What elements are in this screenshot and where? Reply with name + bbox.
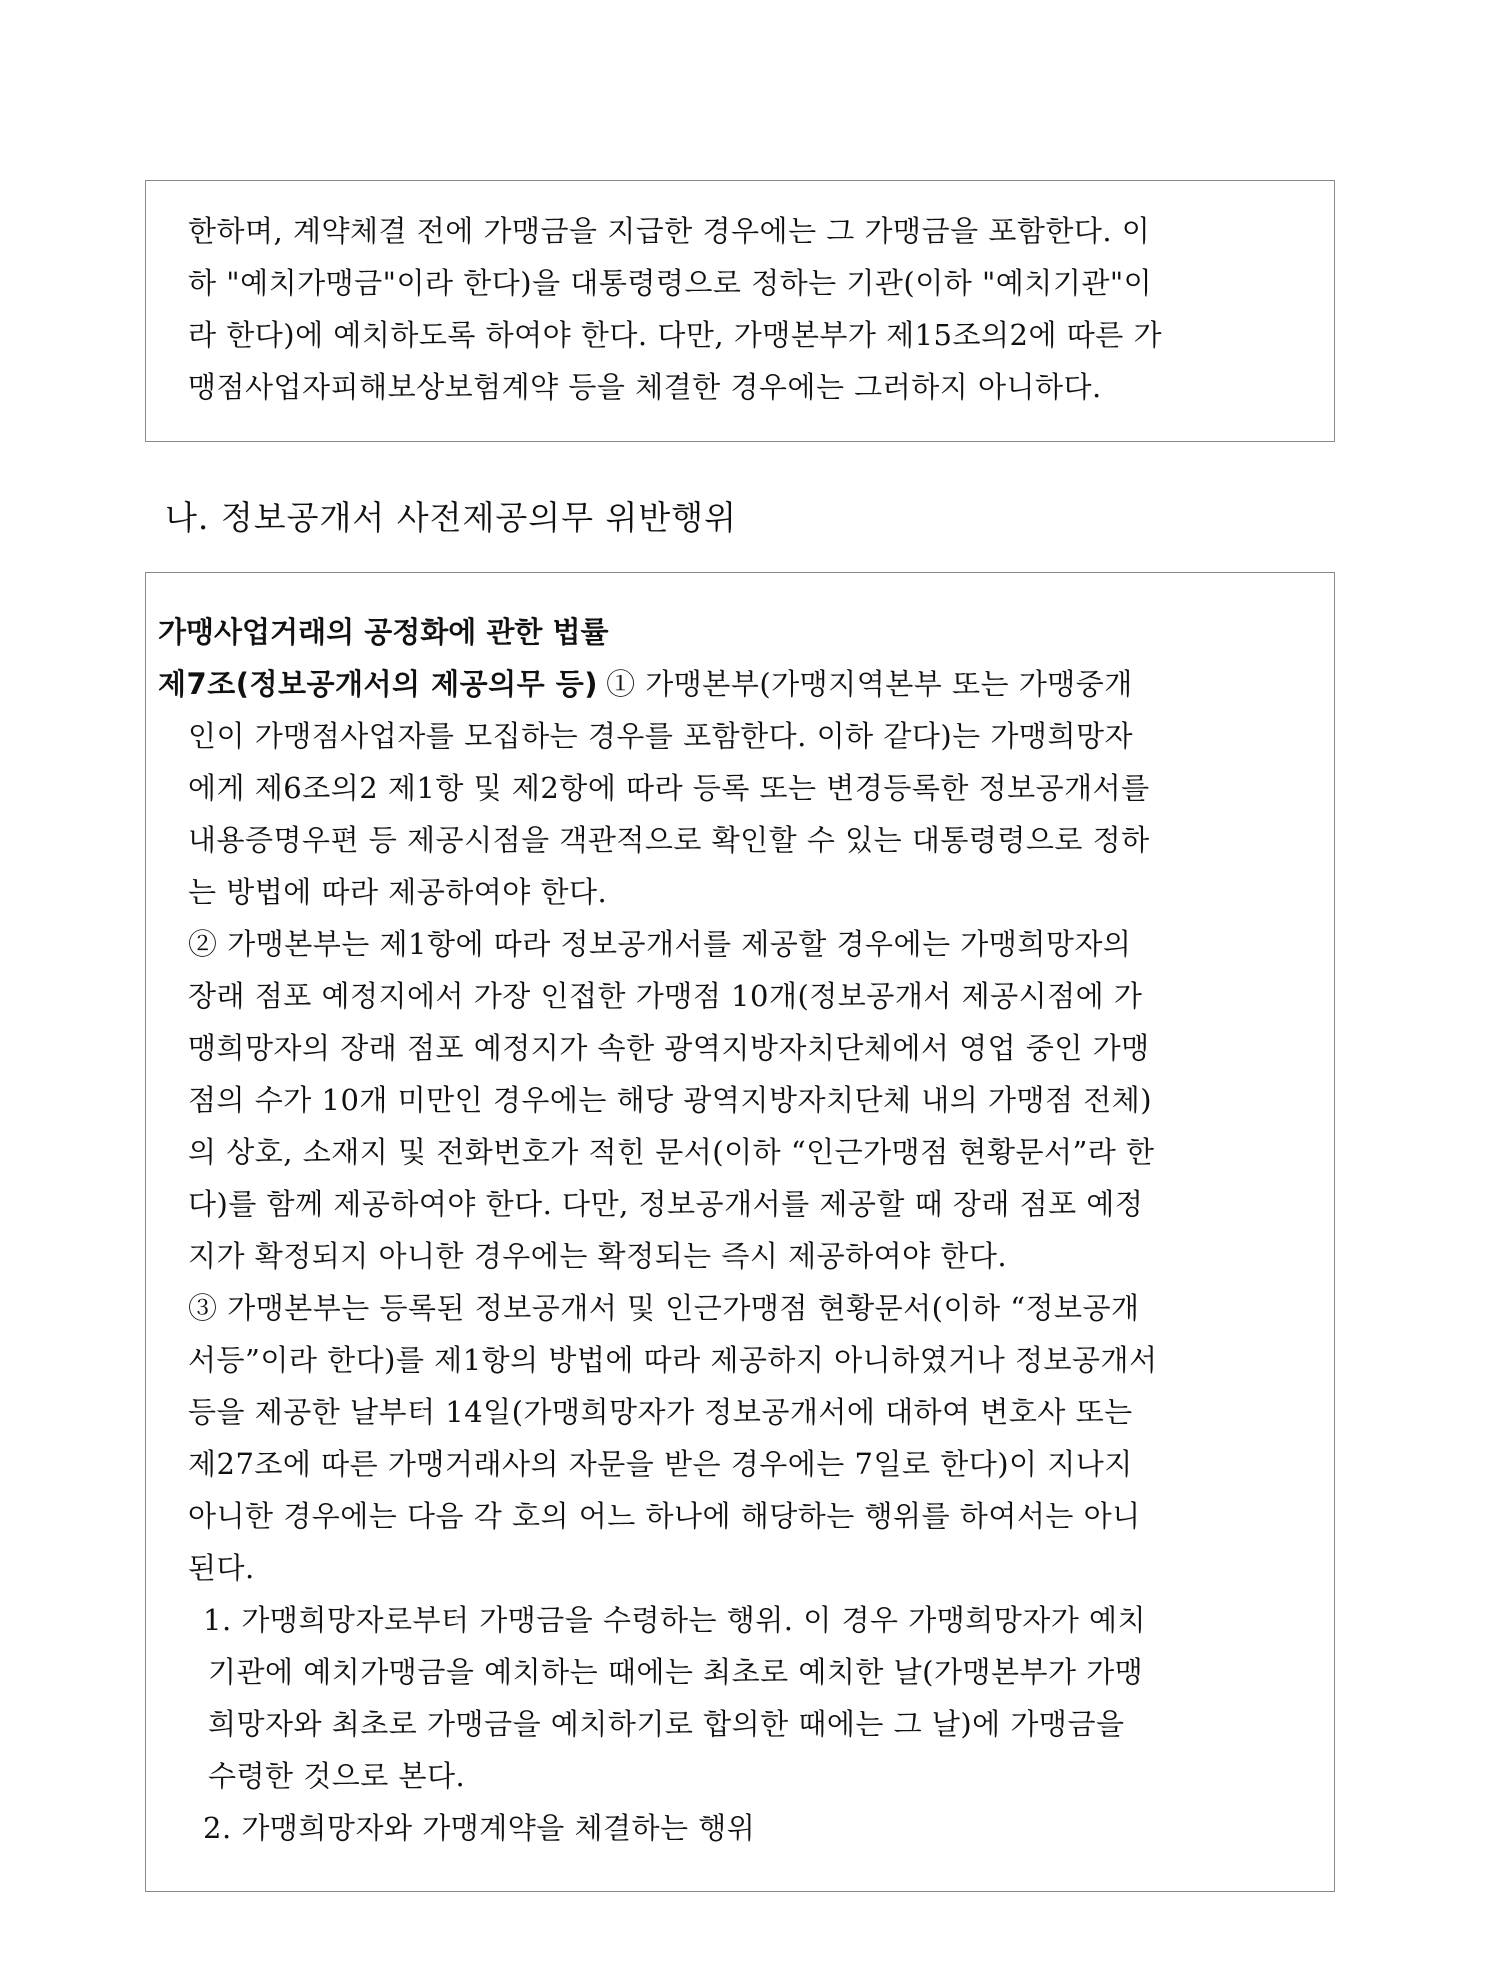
article-line-4: 내용증명우편 등 제공시점을 객관적으로 확인할 수 있는 대통령령으로 정하 xyxy=(188,823,1150,857)
article-line-13: ③ 가맹본부는 등록된 정보공개서 및 인근가맹점 현황문서(이하 “정보공개 xyxy=(188,1291,1140,1325)
article-line-16: 제27조에 따른 가맹거래사의 자문을 받은 경우에는 7일로 한다)이 지나지 xyxy=(188,1447,1133,1481)
article-line-7: 장래 점포 예정지에서 가장 인접한 가맹점 10개(정보공개서 제공시점에 가 xyxy=(188,979,1143,1013)
article-line-17: 아니한 경우에는 다음 각 호의 어느 하나에 해당하는 행위를 하여서는 아니 xyxy=(188,1499,1141,1533)
article-line-5: 는 방법에 따라 제공하여야 한다. xyxy=(188,875,608,909)
law-title: 가맹사업거래의 공정화에 관한 법률 xyxy=(158,615,609,649)
article-label: 제7조(정보공개서의 제공의무 등) xyxy=(158,667,599,701)
article-line-3: 에게 제6조의2 제1항 및 제2항에 따라 등록 또는 변경등록한 정보공개서를 xyxy=(188,771,1150,805)
article-first-line xyxy=(158,664,1133,704)
article-line-18: 된다. xyxy=(188,1551,255,1585)
top-box-line-2: 하 "예치가맹금"이라 한다)을 대통령령으로 정하는 기관(이하 "예치기관"이 xyxy=(188,266,1153,300)
article-line-8: 맹희망자의 장래 점포 예정지가 속한 광역지방자치단체에서 영업 중인 가맹 xyxy=(188,1031,1150,1065)
top-box-line-3: 라 한다)에 예치하도록 하여야 한다. 다만, 가맹본부가 제15조의2에 따른 가 xyxy=(188,318,1162,352)
article-line-10: 의 상호, 소재지 및 전화번호가 적힌 문서(이하 “인근가맹점 현황문서”라 한 xyxy=(188,1135,1155,1169)
item-2-line-1: 2. 가맹희망자와 가맹계약을 체결하는 행위 xyxy=(203,1811,756,1845)
article-line-6: ② 가맹본부는 제1항에 따라 정보공개서를 제공할 경우에는 가맹희망자의 xyxy=(188,927,1132,961)
article-line-14: 서등”이라 한다)를 제1항의 방법에 따라 제공하지 아니하였거나 정보공개서 xyxy=(188,1343,1158,1377)
article-line-12: 지가 확정되지 아니한 경우에는 확정되는 즉시 제공하여야 한다. xyxy=(188,1239,1008,1273)
item-1-line-1: 1. 가맹희망자로부터 가맹금을 수령하는 행위. 이 경우 가맹희망자가 예치 xyxy=(203,1603,1147,1637)
article-first-line-text: ① 가맹본부(가맹지역본부 또는 가맹중개 xyxy=(606,667,1133,701)
article-line-9: 점의 수가 10개 미만인 경우에는 해당 광역지방자치단체 내의 가맹점 전체) xyxy=(188,1083,1153,1117)
article-line-11: 다)를 함께 제공하여야 한다. 다만, 정보공개서를 제공할 때 장래 점포 예정 xyxy=(188,1187,1144,1221)
item-1-line-2: 기관에 예치가맹금을 예치하는 때에는 최초로 예치한 날(가맹본부가 가맹 xyxy=(208,1655,1144,1689)
section-heading: 나. 정보공개서 사전제공의무 위반행위 xyxy=(165,498,738,537)
article-line-15: 등을 제공한 날부터 14일(가맹희망자가 정보공개서에 대하여 변호사 또는 xyxy=(188,1395,1133,1429)
top-box-line-1: 한하며, 계약체결 전에 가맹금을 지급한 경우에는 그 가맹금을 포함한다. 이 xyxy=(188,214,1151,248)
item-1-line-4: 수령한 것으로 본다. xyxy=(208,1759,466,1793)
article-line-2: 인이 가맹점사업자를 모집하는 경우를 포함한다. 이하 같다)는 가맹희망자 xyxy=(188,719,1133,753)
top-box-line-4: 맹점사업자피해보상보험계약 등을 체결한 경우에는 그러하지 아니하다. xyxy=(188,370,1102,404)
item-1-line-3: 희망자와 최초로 가맹금을 예치하기로 합의한 때에는 그 날)에 가맹금을 xyxy=(208,1707,1125,1741)
